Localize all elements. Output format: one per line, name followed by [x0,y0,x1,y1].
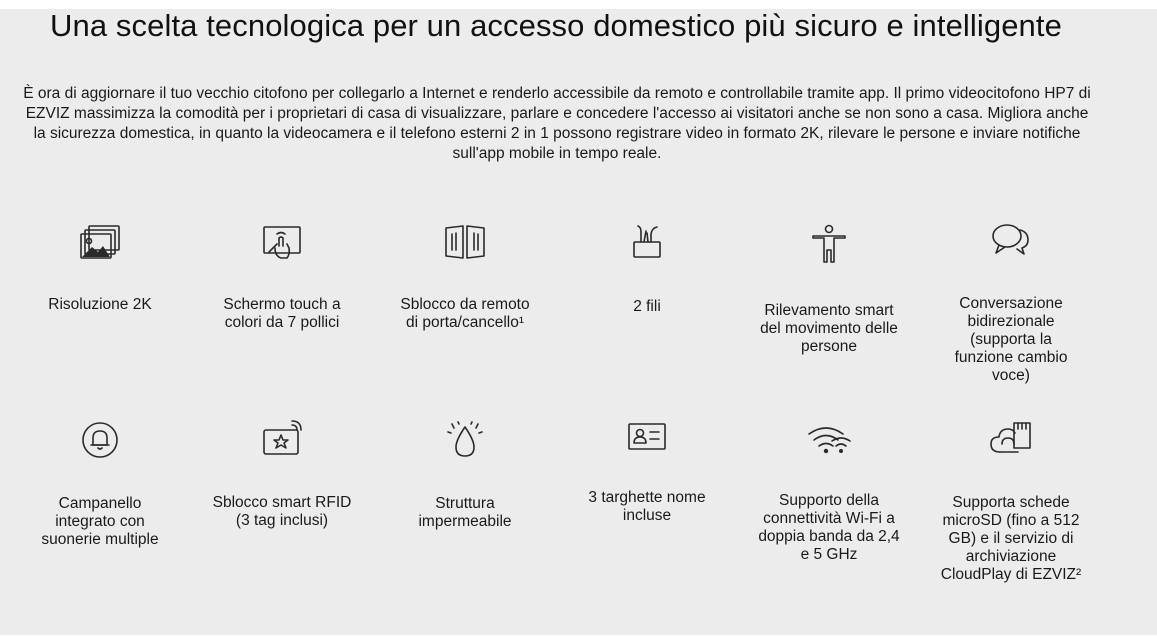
feature-label: Sblocco da remoto di porta/cancello¹ [400,296,530,331]
rfid-tag-icon [259,420,305,460]
cloud-sd-card-icon [988,418,1034,458]
feature-label: Supporto della connettività Wi-Fi a doppia banda da 2,4 e 5 GHz [758,492,900,563]
bell-icon [77,420,123,460]
dual-wifi-icon [806,420,852,460]
feature-label: Schermo touch a colori da 7 pollici [223,296,341,331]
feature-label: 3 targhette nome incluse [588,489,706,524]
feature-label: 2 fili [633,298,661,315]
feature-label: Struttura impermeabile [418,495,512,530]
touch-screen-icon [259,222,305,262]
feature-label: Campanello integrato con suonerie multiple [41,495,159,548]
feature-label: Rilevamento smart del movimento delle persone [760,302,898,355]
person-icon [806,224,852,264]
feature-label: Risoluzione 2K [48,296,152,313]
double-door-icon [442,222,488,262]
feature-label: Conversazione bidirezionale (supporta la funzione cambio voce) [954,295,1068,384]
two-wires-icon [624,222,670,262]
section-title: Una scelta tecnologica per un accesso domestico più sicuro e intelligente [50,8,1062,43]
name-plate-icon [624,417,670,457]
speech-bubbles-icon [988,220,1034,260]
image-stack-icon [77,222,123,262]
water-drop-icon [442,420,488,460]
feature-label: Sblocco smart RFID (3 tag inclusi) [212,494,352,529]
feature-label: Supporta schede microSD (fino a 512 GB) e il servizio di archiviazione CloudPlay di EZVIZ² [940,494,1082,583]
section-intro: È ora di aggiornare il tuo vecchio citofono per collegarlo a Internet e renderlo accessibile da remoto e controllabile tramite app. Il primo videocitofono HP7 di EZVIZ massimizza la comodità per i proprietari di casa di visualizzare, parlare e concedere l'accesso ai visitatori anche se non sono a casa. Migliora anche la sicurezza domestica, in quanto la videocamera e il telefono esterni 2 in 1 possono registrare video in formato 2K, rilevare le persone e inviare notifiche sull'app mobile in tempo reale. [23,85,1091,162]
